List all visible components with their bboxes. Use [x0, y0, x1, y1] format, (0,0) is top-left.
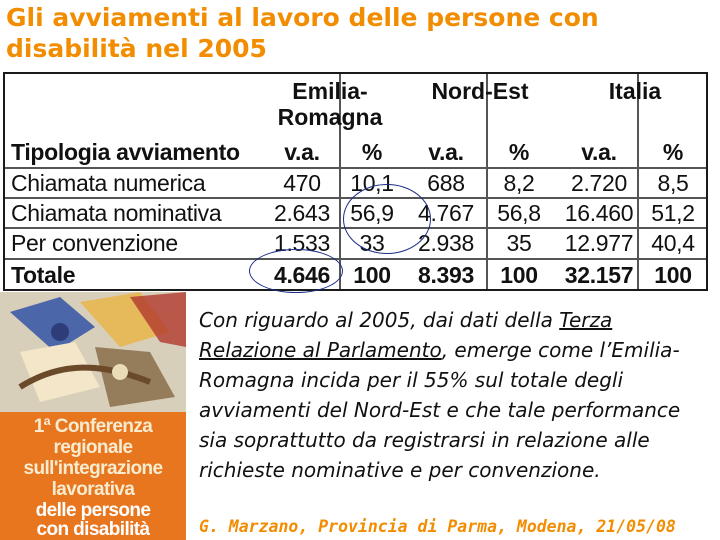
table-cell: 10,1 [350, 170, 394, 196]
statistics-table [3, 72, 708, 291]
poster-line-1: 1ª Conferenza [33, 416, 153, 437]
header-va-emilia: v.a. [284, 139, 320, 165]
total-cell: 100 [353, 262, 391, 288]
poster-artwork [0, 292, 186, 412]
total-cell: 8.393 [417, 262, 475, 288]
table-cell: 1.533 [273, 230, 331, 256]
table-cell: 16.460 [564, 200, 634, 226]
table-cell: 470 [283, 170, 321, 196]
table-cell: 2.720 [570, 170, 628, 196]
footer-credit: G. Marzano, Provincia di Parma, Modena, 21/05/08 [199, 517, 676, 536]
column-divider [486, 74, 488, 289]
table-cell: 8,2 [503, 170, 535, 196]
header-italia: Italia [608, 78, 662, 104]
poster-line-3: sull'integrazione [23, 458, 163, 479]
poster-line-5: delle persone [35, 500, 151, 521]
header-va-italia: v.a. [581, 139, 617, 165]
slide-title [6, 2, 706, 64]
poster-caption [0, 412, 186, 540]
slide-title-line-1: Gli avviamenti al lavoro delle persone con [6, 3, 599, 32]
total-cell: 4.646 [273, 262, 331, 288]
table-cell: 8,5 [657, 170, 689, 196]
header-emilia-romagna [255, 78, 405, 130]
conference-poster [0, 292, 186, 540]
slide-title-line-2: disabilità nel 2005 [6, 34, 267, 63]
highlight-oval-nominativa [343, 184, 431, 254]
link-relazione-parlamento[interactable]: Relazione al Parlamento [199, 338, 442, 362]
total-cell: 100 [654, 262, 692, 288]
header-tipologia: Tipologia avviamento [11, 139, 240, 165]
poster-line-2: regionale [53, 437, 133, 458]
table-cell: 56,8 [497, 200, 541, 226]
header-pct-emilia: % [361, 139, 383, 165]
total-cell: 32.157 [564, 262, 634, 288]
total-label: Totale [11, 262, 76, 288]
header-va-nordest: v.a. [428, 139, 464, 165]
row-label: Chiamata numerica [11, 170, 206, 196]
body-paragraph [199, 305, 714, 485]
table-cell: 4.767 [417, 200, 475, 226]
table-cell: 688 [427, 170, 465, 196]
header-emilia-line-2: Romagna [277, 104, 383, 130]
header-emilia-line-1: Emilia- [292, 78, 368, 104]
highlight-oval-total [249, 249, 343, 293]
table-cell: 2.643 [273, 200, 331, 226]
link-terza[interactable]: Terza [559, 308, 613, 332]
table-cell: 33 [359, 230, 385, 256]
poster-line-4: lavorativa [51, 479, 135, 500]
header-pct-nordest: % [508, 139, 530, 165]
poster-line-6: con disabilità [36, 519, 150, 540]
body-text-part-1: Con riguardo al 2005, dai dati della [199, 308, 560, 332]
table-cell: 56,9 [350, 200, 394, 226]
table-cell: 2.938 [417, 230, 475, 256]
row-label: Per convenzione [11, 230, 178, 256]
table-cell: 51,2 [651, 200, 695, 226]
table-cell: 12.977 [564, 230, 634, 256]
table-cell: 40,4 [651, 230, 695, 256]
table-cell: 35 [506, 230, 532, 256]
body-text-part-2: , emerge come l’Emilia-Romagna incida per il 55% sul totale degli avviamenti del Nord-Est e che tale performance sia soprattutto da registrarsi in relazione alle richieste nominative e per convenzione. [199, 338, 681, 482]
row-label: Chiamata nominativa [11, 200, 222, 226]
header-nord-est: Nord-Est [431, 78, 529, 104]
header-pct-italia: % [662, 139, 684, 165]
total-cell: 100 [500, 262, 538, 288]
